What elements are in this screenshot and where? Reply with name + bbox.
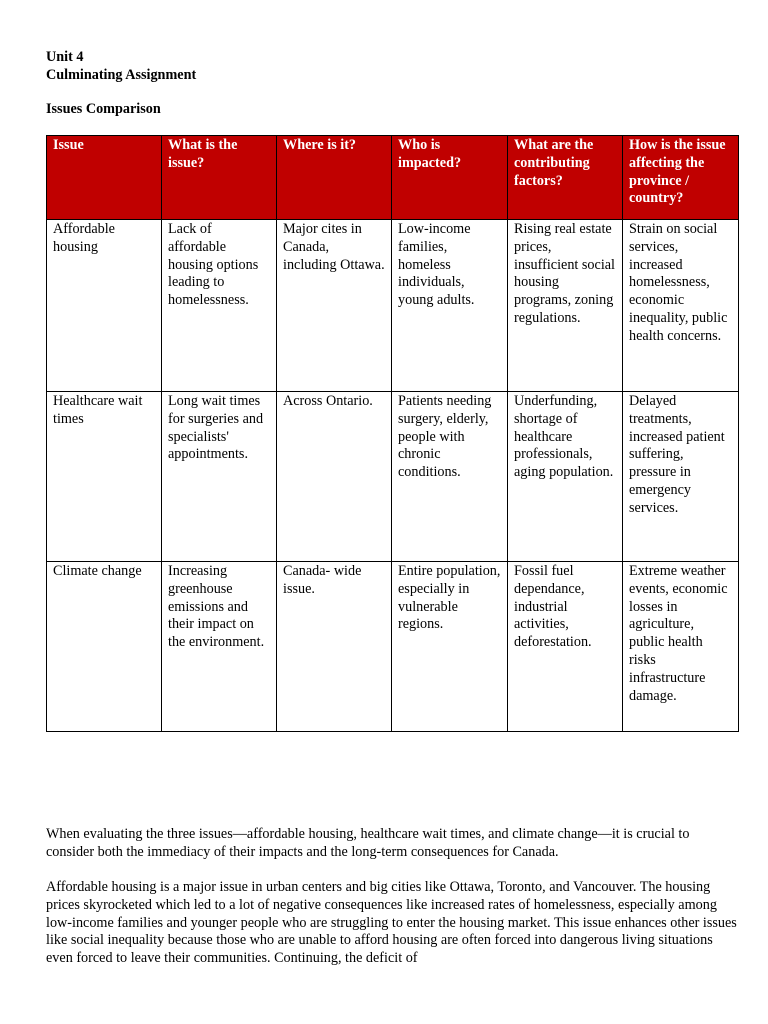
- header-cell-what: What is the issue?: [162, 136, 277, 220]
- table-cell: Long wait times for surgeries and specialists' appointments.: [162, 392, 277, 562]
- unit-label: Unit 4: [46, 49, 84, 65]
- section-title: Issues Comparison: [46, 101, 161, 117]
- header-cell-who: Who is impacted?: [392, 136, 508, 220]
- table-cell: Entire population, especially in vulnerable regions.: [392, 562, 508, 732]
- table-cell: Fossil fuel dependance, industrial activities, deforestation.: [508, 562, 623, 732]
- issues-comparison-table: [46, 135, 739, 732]
- table-cell: Delayed treatments, increased patient suffering, pressure in emergency services.: [623, 392, 739, 562]
- table-cell: Increasing greenhouse emissions and their impact on the environment.: [162, 562, 277, 732]
- table-header-row: [47, 136, 739, 220]
- table-cell: Across Ontario.: [277, 392, 392, 562]
- table-cell: Extreme weather events, economic losses in agriculture, public health risks infrastructure damage.: [623, 562, 739, 732]
- table-cell: Climate change: [47, 562, 162, 732]
- table-cell: Lack of affordable housing options leading to homelessness.: [162, 220, 277, 392]
- table-row: [47, 562, 739, 732]
- document-page: [46, 46, 738, 967]
- table-cell: Patients needing surgery, elderly, people with chronic conditions.: [392, 392, 508, 562]
- assignment-title: Culminating Assignment: [46, 67, 197, 83]
- table-cell: Strain on social services, increased homelessness, economic inequality, public health concerns.: [623, 220, 739, 392]
- table-cell: Affordable housing: [47, 220, 162, 392]
- table-cell: Canada- wide issue.: [277, 562, 392, 732]
- header-cell-where: Where is it?: [277, 136, 392, 220]
- table-cell: Underfunding, shortage of healthcare professionals, aging population.: [508, 392, 623, 562]
- table-row: [47, 392, 739, 562]
- table-cell: Low-income families, homeless individuals, young adults.: [392, 220, 508, 392]
- header-cell-issue: Issue: [47, 136, 162, 220]
- header-cell-factors: What are the contributing factors?: [508, 136, 623, 220]
- body-paragraph-housing: Affordable housing is a major issue in urban centers and big cities like Ottawa, Toronto, and Vancouver. The housing prices skyrocketed which led to a lot of negative consequences like increased rates of homelessness, especially among low-income families and younger people who are struggling to enter the housing market. This issue enhances other issues like social inequality because those who are unable to afford housing are often forced into dangerous living situations even forced to leave their communities. Continuing, the deficit of: [46, 879, 737, 967]
- table-cell: Major cites in Canada, including Ottawa.: [277, 220, 392, 392]
- table-cell: Rising real estate prices, insufficient social housing programs, zoning regulations.: [508, 220, 623, 392]
- header-cell-effects: How is the issue affecting the province / country?: [623, 136, 739, 220]
- table-row: [47, 220, 739, 392]
- body-paragraph-intro: When evaluating the three issues—affordable housing, healthcare wait times, and climate change—it is crucial to consider both the immediacy of their impacts and the long-term consequences for Canada.: [46, 826, 690, 860]
- table-cell: Healthcare wait times: [47, 392, 162, 562]
